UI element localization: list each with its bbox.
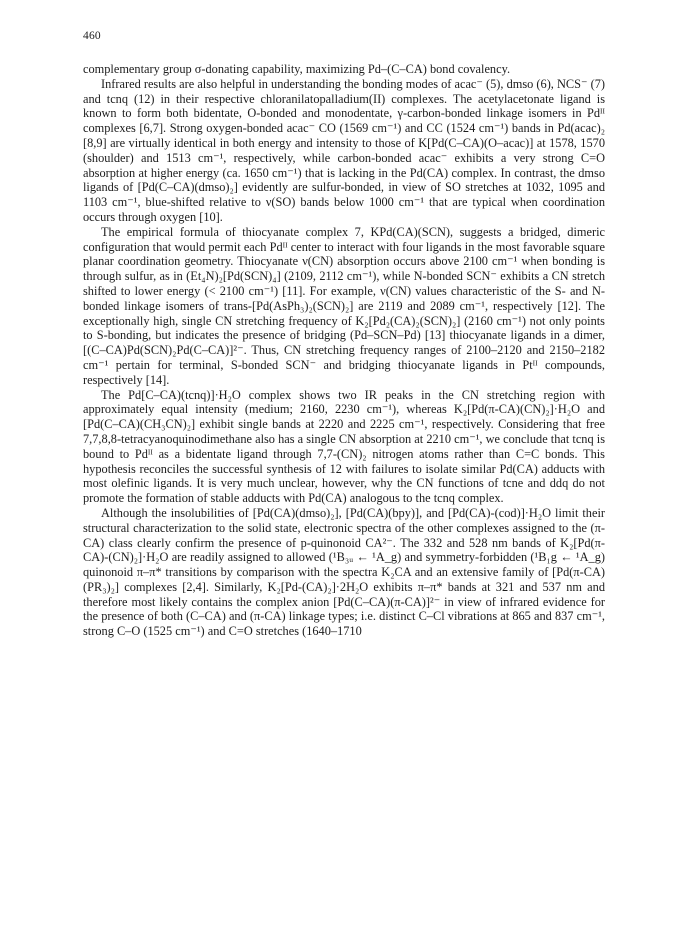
paragraph-continuation: complementary group σ-donating capability, maximizing Pd–(C–CA) bond covalency.	[83, 62, 511, 76]
paragraph-electronic-spectra: Although the insolubilities of [Pd(CA)(dmso)₂], [Pd(CA)(bpy)], and [Pd(CA)-(cod)]·H₂O limit their structural characterization to the solid state, electronic spectra of the other complexes assigned to the (π-CA) class clearly confirm the presence of p-quinonoid CA²⁻. The 332 and 528 nm bands of K₂[Pd(π-CA)-(CN)₂]·H₂O are readily assigned to allowed (¹B₃ᵤ ← ¹A_g) and symmetry-forbidden (¹B₁g ← ¹A_g) quinonoid π–π* transitions by comparison with the spectra K₂CA and an extensive family of [Pd(π-CA)(PR₃)₂] complexes [2,4]. Similarly, K₂[Pd-(CA)₂]·2H₂O exhibits π–π* bands at 321 and 537 nm and therefore most likely contains the complex anion [Pd(C–CA)(π-CA)]²⁻ in view of infrared evidence for the presence of both (C–CA) and (π-CA) linkage types; i.e. distinct C–Cl vibrations at 865 and 837 cm⁻¹, strong C–O (1525 cm⁻¹) and C=O stretches (1640–1710	[83, 505, 605, 639]
page-number: 460	[83, 30, 101, 42]
paragraph-thiocyanate: The empirical formula of thiocyanate complex 7, KPd(CA)(SCN), suggests a bridged, dimeric configuration that would permit each Pdᴵᴵ center to interact with four ligands in the most favorable square planar coordination geometry. Thiocyanate ν(CN) absorption occurs above 2100 cm⁻¹ when bonding is through sulfur, as in (Et₄N)₂[Pd(SCN)₄] (2109, 2112 cm⁻¹), while N-bonded SCN⁻ exhibits a CN stretch shifted to lower energy (< 2100 cm⁻¹) [11]. For example, ν(CN) values characteristic of the S- and N-bonded linkage isomers of trans-[Pd(AsPh₃)₂(SCN)₂] are 2119 and 2089 cm⁻¹, respectively [12]. The exceptionally high, single CN stretching frequency of K₂[Pd₂(CA)₂(SCN)₂] (2160 cm⁻¹) not only points to S-bonding, but indicates the presence of bridging (Pd–SCN–Pd) [13] thiocyanate ligands in a dimer, [(C–CA)Pd(SCN)₂Pd(C–CA)]²⁻. Thus, CN stretching frequency ranges of 2100–2120 and 2150–2182 cm⁻¹ pertain for terminal, S-bonded SCN⁻ and bridging thiocyanate ligands in Ptᴵᴵ compounds, respectively [14].	[83, 224, 605, 387]
body-text	[83, 62, 605, 639]
paragraph-tcnq-complex: The Pd[C–CA)(tcnq)]·H₂O complex shows two IR peaks in the CN stretching region with approximately equal intensity (medium; 2160, 2230 cm⁻¹), whereas K₂[Pd(π-CA)(CN)₂]·H₂O and [Pd(C–CA)(CH₃CN)₂] exhibit single bands at 2220 and 2225 cm⁻¹, respectively. Considering that free 7,7,8,8-tetracyanoquinodimethane also has a single CN absorption at 2210 cm⁻¹, we conclude that tcnq is bound to Pdᴵᴵ as a bidentate ligand through 7,7-(CN)₂ nitrogen atoms rather than C=C bonds. This hypothesis reconciles the successful synthesis of 12 with failures to isolate similar Pd(CA) adducts with most olefinic ligands. It is very much unclear, however, why the CN functions of tcne and ddq do not promote the formation of stable adducts with Pd(CA) analogous to the tcnq complex.	[83, 387, 605, 506]
paragraph-infrared-results: Infrared results are also helpful in understanding the bonding modes of acac⁻ (5), dmso (6), NCS⁻ (7) and tcnq (12) in their respective chloranilatopalladium(II) complexes. The acetylacetonate ligand is known to form both bidentate, O-bonded and monodentate, γ-carbon-bonded linkage isomers in Pdᴵᴵ complexes [6,7]. Strong oxygen-bonded acac⁻ CO (1569 cm⁻¹) and CC (1524 cm⁻¹) bands in Pd(acac)₂ [8,9] are virtually identical in both energy and intensity to those of K[Pd(C–CA)(O–acac)] at 1578, 1570 (shoulder) and 1513 cm⁻¹, respectively, while carbon-bonded acac⁻ exhibits a very strong C=O absorption at higher energy (ca. 1650 cm⁻¹) that is lacking in the Pd(CA) complex. In contrast, the dmso ligands of [Pd(C–CA)(dmso)₂] evidently are sulfur-bonded, in view of SO stretches at 1032, 1095 and 1103 cm⁻¹, blue-shifted relative to ν(SO) bands below 1000 cm⁻¹ that are typical when coordination occurs through oxygen [10].	[83, 76, 605, 224]
